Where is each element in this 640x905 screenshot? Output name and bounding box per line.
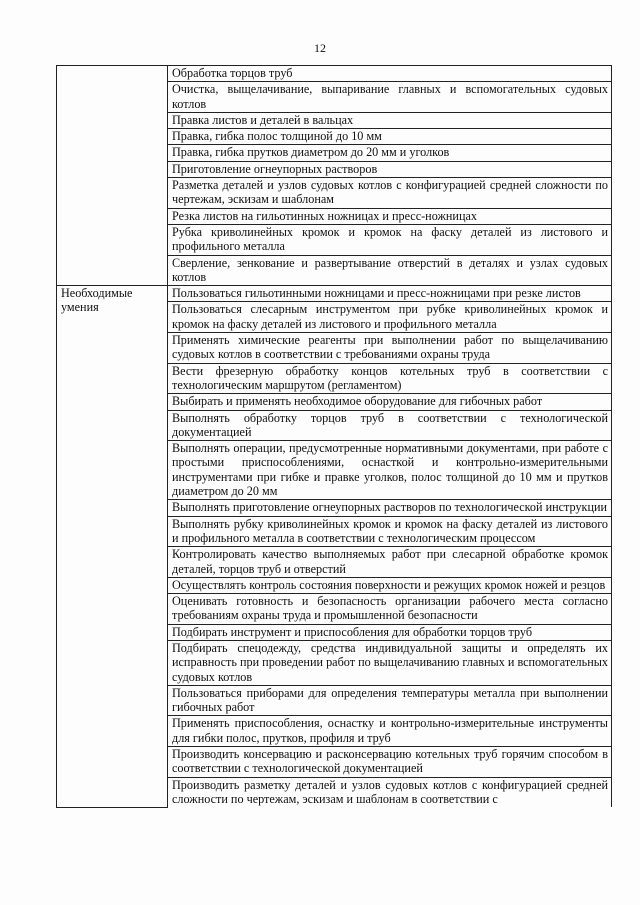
skill-text: Контролировать качество выполняемых работ при слесарной обработке кромок деталей, торцов труб и отверстий [168,547,612,578]
skill-text: Выполнять обработку торцов труб в соответствии с технологической документацией [168,410,612,441]
requirement-text: Правка листов и деталей в вальцах [168,112,612,128]
table-row [57,66,612,82]
skill-text: Подбирать спецодежду, средства индивидуальной защиты и определять их исправность при проведении работ по выщелачиванию главных и вспомогательных судовых котлов [168,640,612,685]
skill-text: Выбирать и применять необходимое оборудование для гибочных работ [168,394,612,410]
page-number: 12 [314,41,326,55]
requirement-text: Правка, гибка прутков диаметром до 20 мм и уголков [168,145,612,161]
skill-text: Применять химические реагенты при выполнении работ по выщелачиванию судовых котлов в соответствии с требованиями охраны труда [168,333,612,364]
skill-text: Подбирать инструмент и приспособления для обработки торцов труб [168,624,612,640]
skill-text: Пользоваться слесарным инструментом при рубке криволинейных кромок и кромок на фаску деталей из листового и профильного металла [168,302,612,333]
table-row [57,286,612,302]
requirement-text: Обработка торцов труб [168,66,612,82]
section-label-empty [57,66,168,286]
requirement-text: Рубка криволинейных кромок и кромок на фаску деталей из листового и профильного металла [168,224,612,255]
skill-text: Выполнять приготовление огнеупорных растворов по технологической инструкции [168,500,612,516]
requirement-text: Резка листов на гильотинных ножницах и пресс-ножницах [168,208,612,224]
requirement-text: Разметка деталей и узлов судовых котлов с конфигурацией средней сложности по чертежам, эскизам и шаблонам [168,178,612,209]
skill-text: Осуществлять контроль состояния поверхности и режущих кромок ножей и резцов [168,577,612,593]
skill-text: Вести фрезерную обработку концов котельных труб в соответствии с технологическим маршрутом (регламентом) [168,363,612,394]
requirement-text: Правка, гибка полос толщиной до 10 мм [168,129,612,145]
skill-text: Производить консервацию и расконсервацию котельных труб горячим способом в соответствии с технологической документацией [168,747,612,778]
section-label-skills: Необходимые умения [57,286,168,808]
skill-text: Оценивать готовность и безопасность организации рабочего места согласно требованиям охраны труда и промышленной безопасности [168,594,612,625]
page-bottom-edge [0,895,640,905]
requirement-text: Сверление, зенкование и развертывание отверстий в деталях и узлах судовых котлов [168,255,612,286]
skill-text: Пользоваться приборами для определения температуры металла при выполнении гибочных работ [168,685,612,716]
skill-text: Выполнять операции, предусмотренные нормативными документами, при работе с простыми приспособлениями, оснасткой и контрольно-измерительными инструментами при гибке и правке уголков, полос толщиной до 10 мм и прутков диаметром до 20 мм [168,441,612,500]
skill-text: Пользоваться гильотинными ножницами и пресс-ножницами при резке листов [168,286,612,302]
skill-text: Применять приспособления, оснастку и контрольно-измерительные инструменты для гибки полос, прутков, профиля и труб [168,716,612,747]
requirement-text: Приготовление огнеупорных растворов [168,161,612,177]
requirements-table [56,65,612,808]
skill-text: Производить разметку деталей и узлов судовых котлов с конфигурацией средней сложности по чертежам, эскизам и шаблонам в соответствии с [168,777,612,807]
requirement-text: Очистка, выщелачивание, выпаривание главных и вспомогательных судовых котлов [168,82,612,113]
requirements-table-body [57,66,612,808]
skill-text: Выполнять рубку криволинейных кромок и кромок на фаску деталей из листового и профильного металла в соответствии с технологическим процессом [168,516,612,547]
